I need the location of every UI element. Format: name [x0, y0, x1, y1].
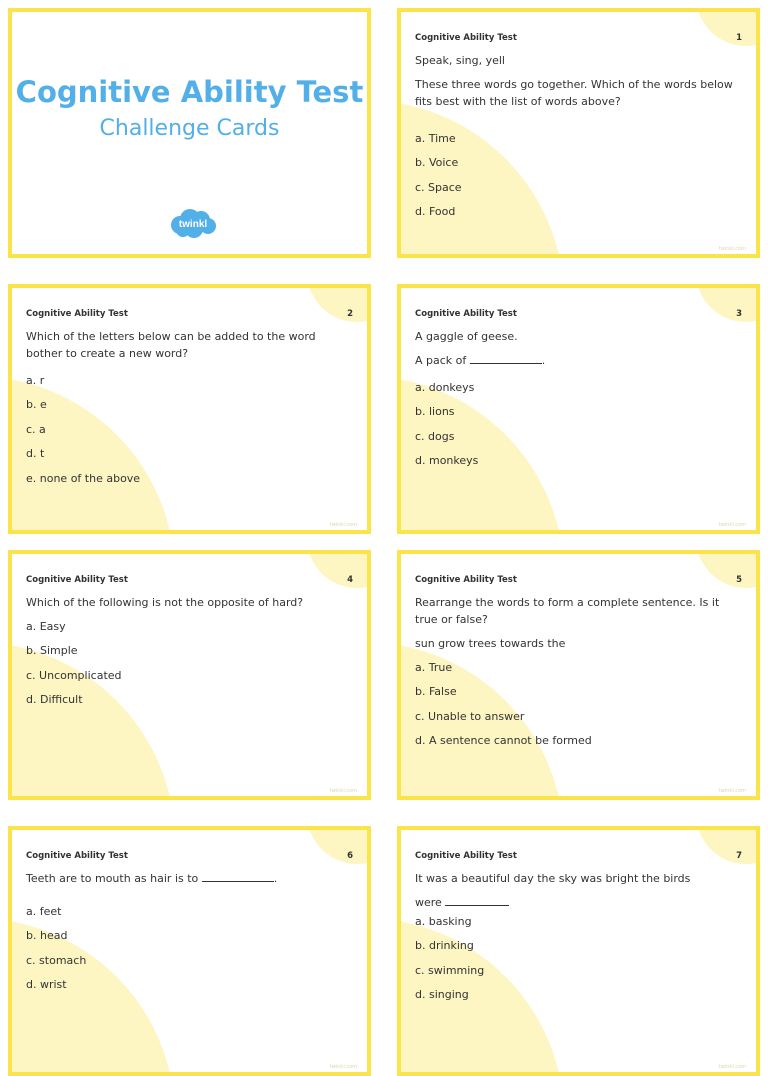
answer-option: c. stomach — [26, 953, 87, 967]
question-text: A pack of — [415, 354, 467, 367]
card-title: Cognitive Ability Test — [26, 851, 128, 861]
title-card — [8, 8, 371, 258]
question-card-1 — [397, 8, 760, 258]
question-text: were — [415, 896, 442, 909]
answer-option: a. basking — [415, 915, 472, 928]
question-line: It was a beautiful day the sky was bright the birds — [415, 872, 691, 885]
card-number: 4 — [347, 575, 353, 585]
question-line: A gaggle of geese. — [415, 330, 518, 343]
question-card-3 — [397, 284, 760, 534]
card-footer: twinkl.com — [718, 522, 746, 528]
question-line: Rearrange the words to form a complete sentence. Is it true or false? — [415, 596, 720, 626]
card-footer: twinkl.com — [718, 246, 746, 252]
question-card-5 — [397, 550, 760, 800]
card-title: Cognitive Ability Test — [415, 851, 517, 861]
card-number: 5 — [736, 575, 742, 585]
question-line: sun grow trees towards the — [415, 637, 566, 650]
answer-option: b. lions — [415, 405, 455, 419]
answer-option: c. dogs — [415, 429, 455, 443]
card-number: 2 — [347, 309, 353, 319]
answer-option: a. Easy — [26, 620, 66, 633]
answer-option: b. Voice — [415, 156, 459, 170]
answer-option: a. donkeys — [415, 381, 475, 394]
card-footer: twinkl.com — [718, 1064, 746, 1070]
answer-option: d. wrist — [26, 978, 67, 992]
card-title: Cognitive Ability Test — [26, 309, 128, 319]
answer-option: b. head — [26, 929, 68, 943]
answer-option: d. t — [26, 447, 45, 461]
answer-option: b. False — [415, 685, 457, 699]
answer-option: e. none of the above — [26, 471, 141, 485]
question-line: Speak, sing, yell — [415, 54, 505, 67]
answer-blank — [470, 352, 542, 364]
question-text: Teeth are to mouth as hair is to — [26, 872, 199, 885]
answer-option: a. Time — [415, 132, 456, 145]
question-line: Which of the following is not the opposite of hard? — [26, 596, 304, 609]
answer-option: c. a — [26, 422, 46, 436]
answer-option: b. Simple — [26, 644, 78, 658]
card-title: Cognitive Ability Test — [26, 575, 128, 585]
main-title: Cognitive Ability Test — [15, 75, 364, 109]
question-line — [415, 894, 738, 911]
answer-option: a. r — [26, 374, 45, 387]
answer-option: a. feet — [26, 905, 62, 918]
question-line: Teeth are to mouth as hair is to . — [26, 872, 278, 885]
answer-option: a. True — [415, 661, 453, 674]
answer-option: d. monkeys — [415, 454, 479, 468]
question-card-4 — [8, 550, 371, 800]
twinkl-logo — [168, 208, 218, 244]
answer-blank — [202, 870, 274, 882]
card-footer: twinkl.com — [329, 788, 357, 794]
answer-option: c. Space — [415, 180, 462, 194]
answer-option: c. Uncomplicated — [26, 668, 122, 682]
svg-text:twinkl: twinkl — [178, 219, 208, 230]
question-card-7 — [397, 826, 760, 1076]
card-title: Cognitive Ability Test — [415, 309, 517, 319]
answer-option: b. e — [26, 398, 47, 412]
answer-option: d. singing — [415, 988, 469, 1002]
question-line: Which of the letters below can be added to the word bother to create a new word? — [26, 330, 316, 360]
card-footer: twinkl.com — [329, 522, 357, 528]
card-number: 3 — [736, 309, 742, 319]
card-footer: twinkl.com — [329, 1064, 357, 1070]
answer-option: b. drinking — [415, 939, 474, 953]
answer-blank — [445, 894, 509, 906]
subtitle: Challenge Cards — [99, 116, 280, 141]
card-title: Cognitive Ability Test — [415, 33, 517, 43]
answer-option: d. Food — [415, 205, 456, 219]
answer-option: c. Unable to answer — [415, 709, 525, 723]
card-title: Cognitive Ability Test — [415, 575, 517, 585]
card-footer: twinkl.com — [718, 788, 746, 794]
card-number: 7 — [736, 851, 742, 861]
question-card-6 — [8, 826, 371, 1076]
question-line: A pack of . — [415, 354, 546, 367]
answer-option: d. Difficult — [26, 693, 83, 707]
question-card-2 — [8, 284, 371, 534]
answer-option: c. swimming — [415, 963, 485, 977]
card-number: 6 — [347, 851, 353, 861]
answer-option: d. A sentence cannot be formed — [415, 734, 592, 748]
card-number: 1 — [736, 33, 742, 43]
question-line: These three words go together. Which of the words below fits best with the list of words above? — [415, 78, 733, 108]
